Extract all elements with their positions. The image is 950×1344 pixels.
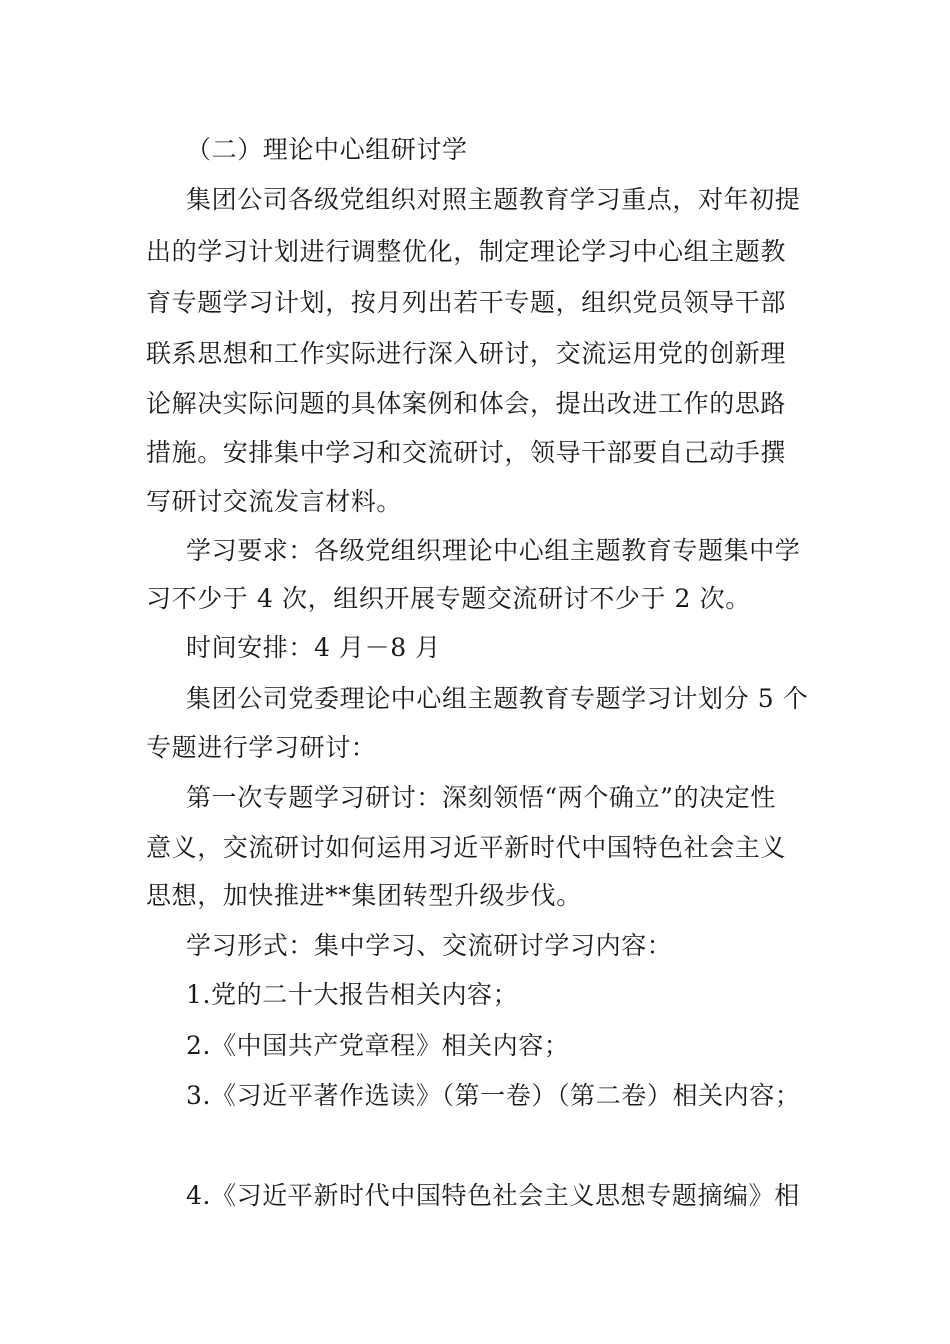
list-item: 2.《中国共产党章程》相关内容； (186, 1031, 570, 1060)
schedule-line: 时间安排：4 月－8 月 (186, 633, 441, 662)
plan-line: 集团公司党委理论中心组主题教育专题学习计划分 5 个 (186, 684, 809, 713)
paragraph-line: 出的学习计划进行调整优化，制定理论学习中心组主题教 (146, 237, 787, 266)
paragraph-line: 联系思想和工作实际进行深入研讨，交流运用党的创新理 (146, 339, 787, 368)
topic-line: 思想，加快推进**集团转型升级步伐。 (146, 881, 582, 910)
paragraph-line: 论解决实际问题的具体案例和体会，提出改进工作的思路 (146, 389, 787, 418)
topic-line: 第一次专题学习研讨：深刻领悟“两个确立”的决定性 (186, 783, 776, 812)
list-item: 4.《习近平新时代中国特色社会主义思想专题摘编》相 (186, 1181, 800, 1210)
list-item: 3.《习近平著作选读》（第一卷）（第二卷）相关内容； (186, 1081, 801, 1110)
topic-line: 意义，交流研讨如何运用习近平新时代中国特色社会主义 (146, 833, 787, 862)
paragraph-line: 写研讨交流发言材料。 (146, 487, 403, 516)
paragraph-line: 措施。安排集中学习和交流研讨，领导干部要自己动手撰 (146, 438, 787, 467)
paragraph-line: 育专题学习计划，按月列出若干专题，组织党员领导干部 (146, 288, 787, 317)
plan-line: 专题进行学习研讨： (146, 733, 377, 762)
form-line: 学习形式：集中学习、交流研讨学习内容： (186, 931, 673, 960)
list-item: 1.党的二十大报告相关内容； (186, 980, 519, 1009)
requirement-line: 学习要求：各级党组织理论中心组主题教育专题集中学 (186, 536, 801, 565)
paragraph-line: 集团公司各级党组织对照主题教育学习重点，对年初提 (186, 185, 801, 214)
requirement-line: 习不少于 4 次，组织开展专题交流研讨不少于 2 次。 (146, 584, 751, 613)
section-heading: （二）理论中心组研讨学 (186, 135, 468, 164)
